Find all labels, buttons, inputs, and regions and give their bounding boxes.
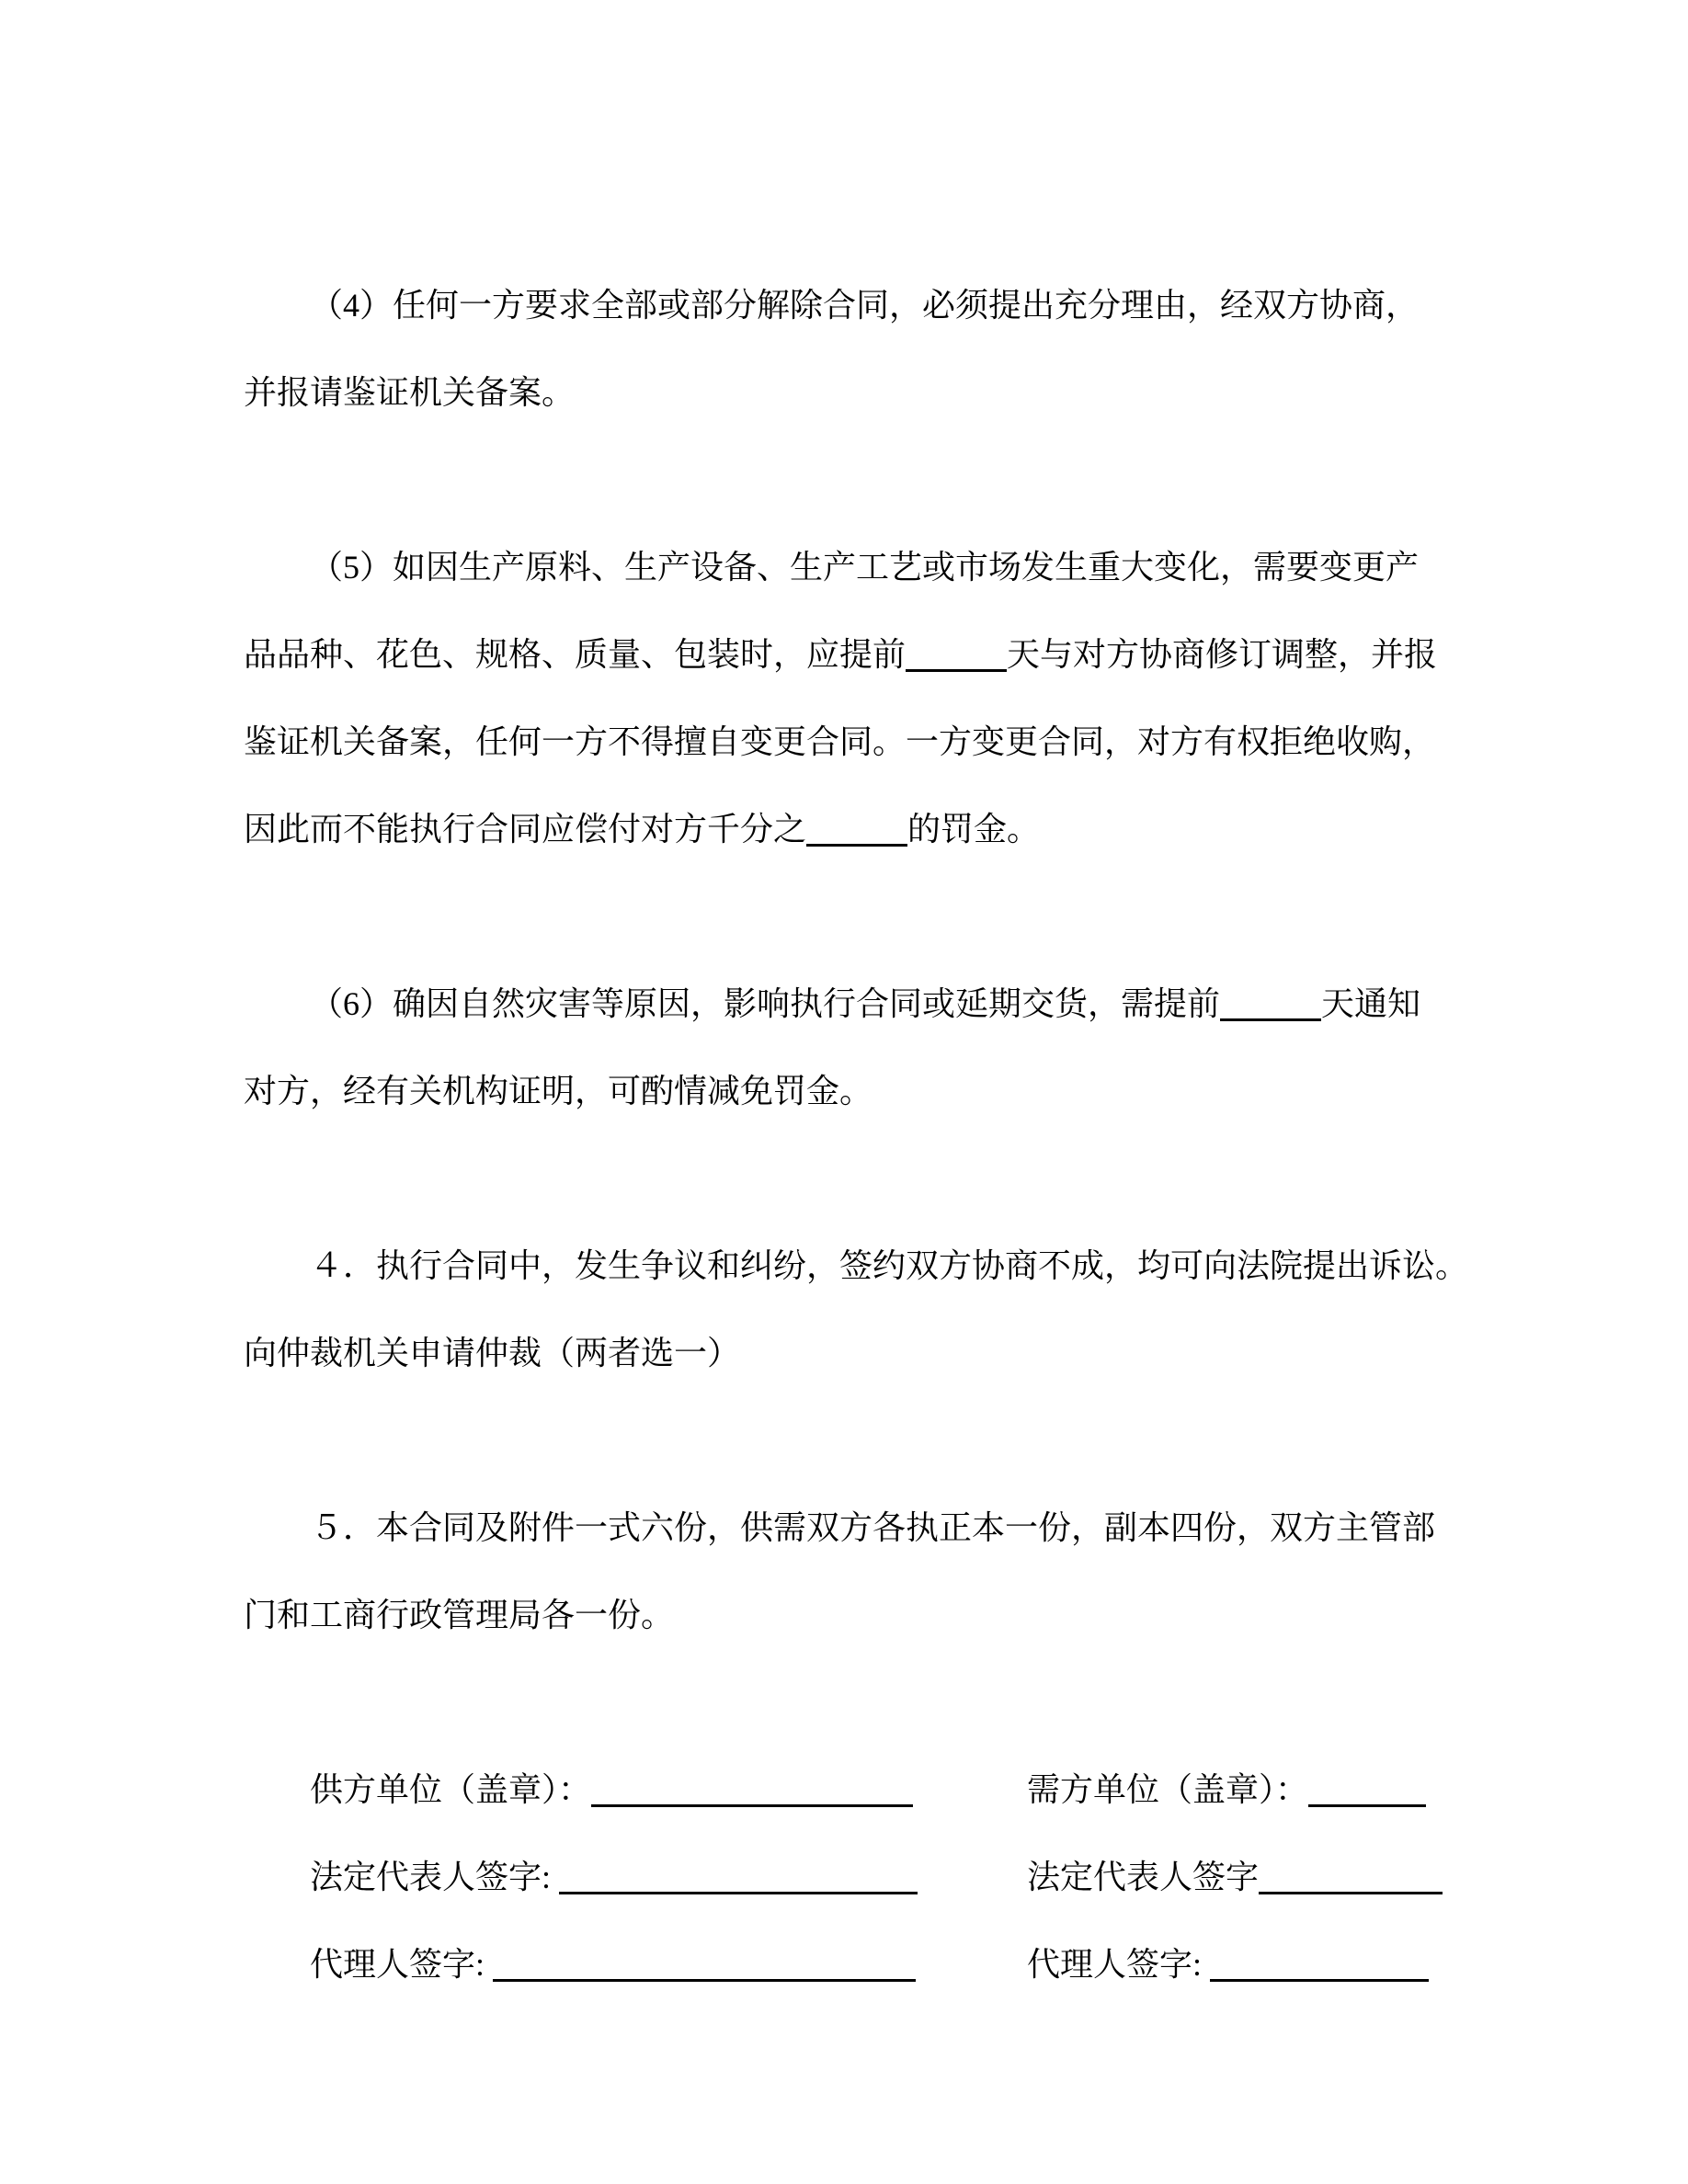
buyer-unit-seal-fill-in-blank (1308, 1768, 1426, 1807)
item-4-line-1 (244, 1223, 1477, 1310)
item-5-line-2-text: 门和工商行政管理局各一份。 (244, 1597, 675, 1633)
clause-6-line-2-text: 对方，经有关机构证明，可酌情减免罚金。 (244, 1073, 873, 1109)
clause-4-line-1-text: （4）任何一方要求全部或部分解除合同，必须提出充分理由，经双方协商， (310, 287, 1420, 324)
clause-5-line-4-text-pre: 因此而不能执行合同应偿付对方千分之 (244, 811, 807, 847)
clause-6-line-2 (244, 1048, 1477, 1135)
legal-rep-row (310, 1834, 1477, 1921)
supplier-agent-label: 代理人签字: (310, 1946, 494, 1983)
item-5-line-1 (244, 1484, 1477, 1572)
supplier-legal-rep-label: 法定代表人签字: (310, 1859, 560, 1895)
clause-6-line-1-text-post: 天通知 (1321, 985, 1421, 1022)
supplier-agent-signature (310, 1921, 1027, 2008)
supplier-agent-fill-in-blank (493, 1942, 916, 1982)
agent-row (310, 1921, 1477, 2008)
unit-seal-row (310, 1746, 1477, 1834)
clause-4-line-2-text: 并报请鉴证机关备案。 (244, 374, 576, 411)
clause-5-line-1 (244, 524, 1477, 611)
clause-5-line-4 (244, 786, 1477, 873)
buyer-agent-fill-in-blank (1210, 1942, 1429, 1982)
clause-4-line-1 (244, 262, 1477, 349)
item-5-paragraph (244, 1484, 1477, 1659)
clause-5-line-2 (244, 611, 1477, 699)
buyer-legal-rep-signature (1027, 1834, 1477, 1921)
supplier-unit-seal-label: 供方单位（盖章）： (310, 1771, 592, 1808)
buyer-unit-seal (1027, 1746, 1477, 1834)
clause-5-line-3-text: 鉴证机关备案，任何一方不得擅自变更合同。一方变更合同，对方有权拒绝收购， (244, 723, 1436, 760)
buyer-agent-signature (1027, 1921, 1477, 2008)
clause-4-line-2 (244, 349, 1477, 437)
clause-5-line-3 (244, 699, 1477, 786)
item-4-paragraph (244, 1223, 1477, 1397)
penalty-per-thousand-fill-in-blank (806, 807, 907, 847)
buyer-agent-label: 代理人签字: (1027, 1946, 1211, 1983)
buyer-unit-seal-label: 需方单位（盖章）： (1027, 1771, 1309, 1808)
clause-6-line-1 (244, 961, 1477, 1048)
supplier-unit-seal (310, 1746, 1027, 1834)
clause-5-line-2-text-post: 天与对方协商修订调整，并报 (1007, 636, 1438, 673)
clause-6-paragraph (244, 961, 1477, 1135)
item-5-line-2 (244, 1572, 1477, 1659)
clause-5-line-1-text: （5）如因生产原料、生产设备、生产工艺或市场发生重大变化，需要变更产 (310, 549, 1420, 586)
clause-5-line-2-text-pre: 品品种、花色、规格、质量、包装时，应提前 (244, 636, 907, 673)
clause-5-paragraph (244, 524, 1477, 873)
item-4-line-1-text: ４．执行合同中，发生争议和纠纷，签约双方协商不成，均可向法院提出诉讼。 (310, 1247, 1469, 1284)
signature-block (244, 1746, 1477, 2008)
buyer-legal-rep-fill-in-blank (1259, 1855, 1443, 1894)
clause-5-line-4-text-post: 的罚金。 (907, 811, 1041, 847)
advance-days-fill-in-blank (906, 632, 1007, 672)
item-4-line-2-text: 向仲裁机关申请仲裁（两者选一） (244, 1335, 741, 1371)
supplier-legal-rep-signature (310, 1834, 1027, 1921)
clause-4-paragraph (244, 262, 1477, 437)
clause-6-line-1-text-pre: （6）确因自然灾害等原因，影响执行合同或延期交货，需提前 (310, 985, 1221, 1022)
buyer-legal-rep-label: 法定代表人签字 (1027, 1859, 1260, 1895)
notice-days-fill-in-blank (1220, 982, 1321, 1021)
item-5-line-1-text: ５．本合同及附件一式六份，供需双方各执正本一份，副本四份，双方主管部 (310, 1509, 1436, 1546)
supplier-legal-rep-fill-in-blank (559, 1855, 918, 1894)
supplier-unit-seal-fill-in-blank (591, 1768, 913, 1807)
item-4-line-2 (244, 1310, 1477, 1397)
